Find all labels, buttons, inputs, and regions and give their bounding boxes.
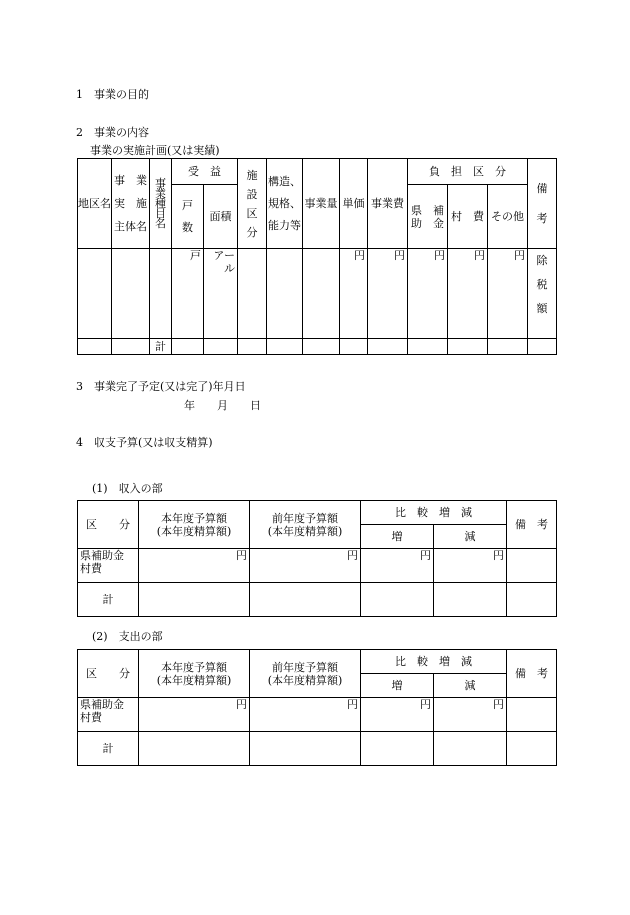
cell[interactable] (434, 583, 507, 617)
cell[interactable] (139, 732, 250, 766)
cell[interactable] (507, 732, 557, 766)
unit-yen: 円 (488, 249, 528, 339)
cell[interactable] (238, 339, 267, 355)
ch: 備 (536, 181, 548, 195)
cell[interactable] (139, 583, 250, 617)
expense-table (77, 649, 557, 766)
ch: 能力等 (268, 218, 301, 232)
cell[interactable] (250, 732, 361, 766)
ch: 助 (411, 216, 422, 230)
ch: 数 (182, 220, 193, 234)
cell[interactable] (250, 583, 361, 617)
header-implementer-2: 実 施 (114, 197, 147, 210)
cell[interactable] (361, 732, 434, 766)
cell[interactable] (408, 339, 448, 355)
header-remarks (528, 159, 557, 249)
header-increase: 増 (361, 525, 434, 549)
ch: 名 (155, 216, 166, 230)
header-increase: 増 (361, 674, 434, 698)
cell[interactable] (507, 583, 557, 617)
header-last-year-2: (本年度精算額) (267, 673, 343, 687)
cell[interactable] (507, 698, 557, 732)
cell[interactable] (267, 249, 303, 339)
row-subsidy-label (78, 698, 139, 732)
ch: 県 (411, 203, 422, 217)
ch: 種 (155, 196, 166, 210)
cell[interactable] (78, 339, 112, 355)
header-village-cost: 村 費 (448, 185, 488, 249)
unit-yen: 円 (368, 249, 408, 339)
header-area: 面積 (204, 185, 238, 249)
header-this-year (139, 501, 250, 549)
header-remarks: 備 考 (507, 501, 557, 549)
header-remarks: 備 考 (507, 650, 557, 698)
cell[interactable] (112, 249, 150, 339)
cell[interactable] (112, 339, 150, 355)
header-burden: 負 担 区 分 (408, 159, 528, 185)
cell[interactable] (507, 549, 557, 583)
header-unit-price: 単価 (340, 159, 368, 249)
header-district: 地区名 (78, 159, 112, 249)
unit-yen: 円 (139, 549, 250, 583)
unit-yen: 円 (434, 698, 507, 732)
header-cost: 事業費 (368, 159, 408, 249)
header-last-year (250, 501, 361, 549)
ch: 設 (246, 187, 258, 201)
cell[interactable] (368, 339, 408, 355)
header-this-year-2: (本年度精算額) (156, 524, 232, 538)
header-this-year-1: 本年度予算額 (161, 660, 227, 674)
cell[interactable] (78, 249, 112, 339)
unit-yen: 円 (250, 698, 361, 732)
ch: 規格、 (268, 196, 301, 210)
cell[interactable] (238, 249, 267, 339)
total-label: 計 (150, 339, 172, 355)
header-category: 区 分 (78, 501, 139, 549)
ch: 除 (536, 254, 548, 267)
cell[interactable] (267, 339, 303, 355)
row-subsidy-label-1: 県補助金 (80, 549, 124, 562)
tax-excluded-note (528, 249, 557, 339)
ch: 業 (155, 186, 166, 200)
row-subsidy-label (78, 549, 139, 583)
ch: 構造、 (268, 174, 301, 188)
unit-yen: 円 (408, 249, 448, 339)
row-subsidy-label-1: 県補助金 (80, 698, 124, 711)
header-project-type (150, 159, 172, 249)
unit-area: アール (204, 249, 238, 339)
section-3-date: 年 月 日 (184, 399, 261, 412)
header-decrease: 減 (434, 525, 507, 549)
header-decrease: 減 (434, 674, 507, 698)
unit-yen: 円 (340, 249, 368, 339)
ch: 考 (536, 211, 548, 225)
header-facility (238, 159, 267, 249)
unit-yen: 円 (434, 549, 507, 583)
header-this-year-2: (本年度精算額) (156, 673, 232, 687)
cell[interactable] (172, 339, 204, 355)
unit-yen: 円 (448, 249, 488, 339)
header-structure (267, 159, 303, 249)
header-comparison: 比 較 増 減 (361, 501, 507, 525)
header-pref-subsidy (408, 185, 448, 249)
section-2-title: 2 事業の内容 (76, 126, 149, 139)
cell[interactable] (448, 339, 488, 355)
row-subsidy-label-2: 村費 (80, 562, 102, 575)
cell[interactable] (303, 249, 340, 339)
ch: 分 (246, 225, 258, 239)
income-title: (1) 収入の部 (92, 482, 163, 495)
header-last-year-1: 前年度予算額 (272, 511, 338, 525)
header-last-year-2: (本年度精算額) (267, 524, 343, 538)
cell[interactable] (204, 339, 238, 355)
ch: 金 (433, 216, 444, 230)
ch: 目 (155, 206, 166, 220)
cell[interactable] (150, 249, 172, 339)
cell[interactable] (528, 339, 557, 355)
header-implementer-1: 事 業 (114, 174, 147, 187)
header-this-year-1: 本年度予算額 (161, 511, 227, 525)
header-beneficiary: 受 益 (172, 159, 238, 185)
section-1-title: 1 事業の目的 (76, 88, 149, 101)
cell[interactable] (340, 339, 368, 355)
header-implementer-3: 主体名 (114, 220, 147, 233)
row-subsidy-label-2: 村費 (80, 711, 102, 724)
header-other: その他 (488, 185, 528, 249)
ch: 税 (536, 278, 548, 291)
unit-yen: 円 (250, 549, 361, 583)
section-2-subtitle: 事業の実施計画(又は実績) (90, 144, 220, 157)
header-comparison: 比 較 増 減 (361, 650, 507, 674)
ch: 補 (433, 203, 444, 217)
header-implementer (112, 159, 150, 249)
section-3-title: 3 事業完了予定(又は完了)年月日 (76, 380, 246, 393)
header-last-year-1: 前年度予算額 (272, 660, 338, 674)
header-category: 区 分 (78, 650, 139, 698)
ch: 戸 (182, 198, 193, 212)
header-last-year (250, 650, 361, 698)
expense-title: (2) 支出の部 (92, 630, 163, 643)
plan-table (77, 158, 557, 355)
ch: 区 (246, 206, 258, 220)
ch: 施 (246, 168, 258, 182)
unit-yen: 円 (361, 698, 434, 732)
cell[interactable] (488, 339, 528, 355)
unit-yen: 円 (361, 549, 434, 583)
income-table (77, 500, 557, 617)
total-label: 計 (78, 583, 139, 617)
section-4-title: 4 収支予算(又は収支精算) (76, 436, 213, 449)
unit-households: 戸 (172, 249, 204, 339)
ch: 額 (536, 302, 548, 315)
cell[interactable] (303, 339, 340, 355)
ch: 事 (155, 176, 166, 190)
header-this-year (139, 650, 250, 698)
unit-yen: 円 (139, 698, 250, 732)
header-volume: 事業量 (303, 159, 340, 249)
header-households (172, 185, 204, 249)
total-label: 計 (78, 732, 139, 766)
cell[interactable] (361, 583, 434, 617)
cell[interactable] (434, 732, 507, 766)
